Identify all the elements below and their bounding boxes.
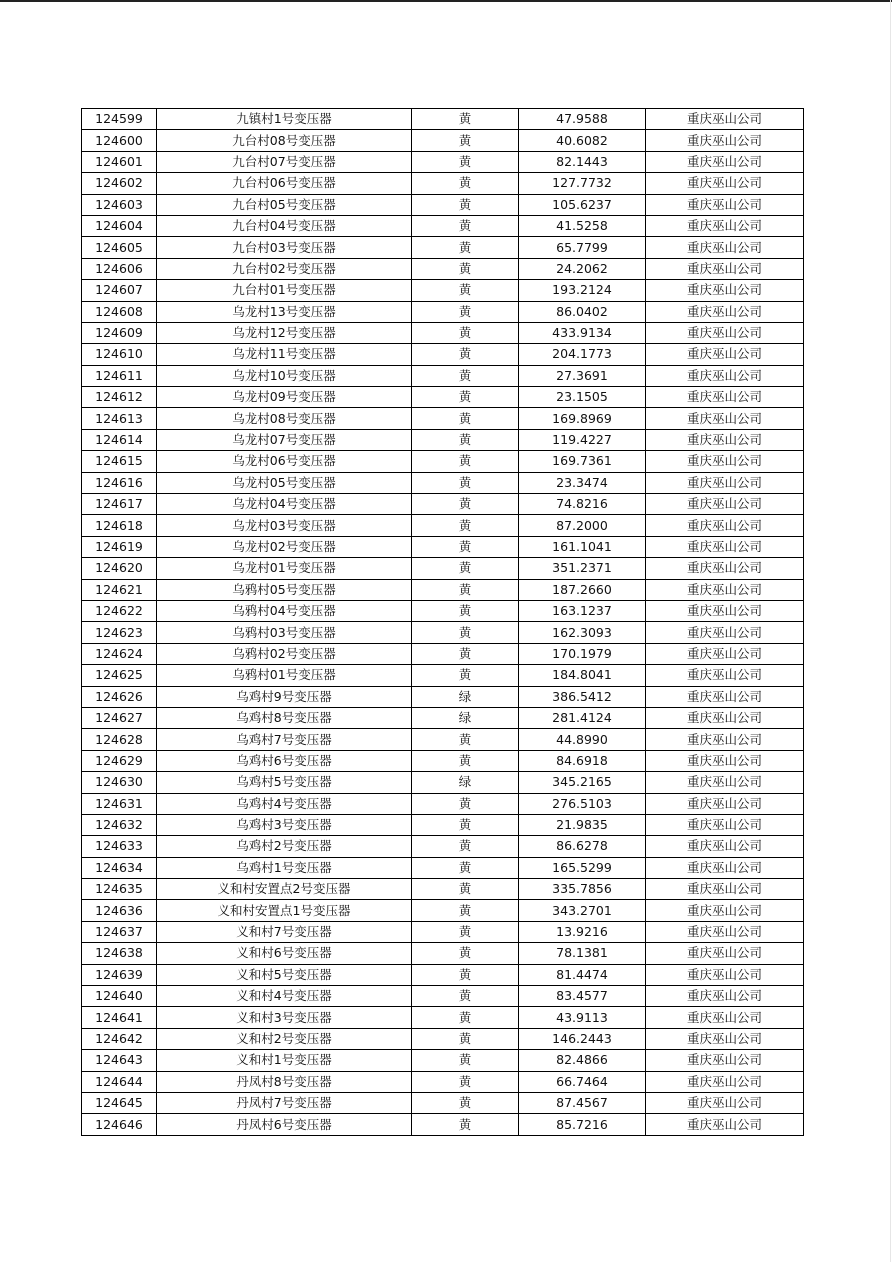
transformer-name-cell: 乌龙村10号变压器 — [157, 365, 412, 386]
transformer-id-cell: 124629 — [82, 750, 157, 771]
load-value-cell: 24.2062 — [519, 258, 646, 279]
load-value-cell: 127.7732 — [519, 173, 646, 194]
load-value-cell: 169.8969 — [519, 408, 646, 429]
transformer-name-cell: 义和村安置点2号变压器 — [157, 879, 412, 900]
transformer-id-cell: 124614 — [82, 429, 157, 450]
transformer-name-cell: 义和村6号变压器 — [157, 943, 412, 964]
company-cell: 重庆巫山公司 — [646, 1071, 804, 1092]
warning-level-cell: 黄 — [412, 1050, 519, 1071]
transformer-id-cell: 124620 — [82, 558, 157, 579]
transformer-id-cell: 124610 — [82, 344, 157, 365]
transformer-name-cell: 乌鸦村03号变压器 — [157, 622, 412, 643]
table-row — [82, 109, 804, 130]
company-cell: 重庆巫山公司 — [646, 237, 804, 258]
table-row — [82, 1028, 804, 1049]
warning-level-cell: 黄 — [412, 1092, 519, 1113]
transformer-name-cell: 乌鸦村04号变压器 — [157, 600, 412, 621]
transformer-id-cell: 124641 — [82, 1007, 157, 1028]
company-cell: 重庆巫山公司 — [646, 707, 804, 728]
transformer-name-cell: 乌龙村13号变压器 — [157, 301, 412, 322]
company-cell: 重庆巫山公司 — [646, 793, 804, 814]
transformer-name-cell: 义和村1号变压器 — [157, 1050, 412, 1071]
table-row — [82, 1071, 804, 1092]
load-value-cell: 169.7361 — [519, 451, 646, 472]
warning-level-cell: 绿 — [412, 686, 519, 707]
table-row — [82, 964, 804, 985]
transformer-name-cell: 九台村07号变压器 — [157, 151, 412, 172]
transformer-name-cell: 乌龙村02号变压器 — [157, 536, 412, 557]
table-row — [82, 322, 804, 343]
transformer-id-cell: 124612 — [82, 387, 157, 408]
warning-level-cell: 黄 — [412, 151, 519, 172]
load-value-cell: 161.1041 — [519, 536, 646, 557]
warning-level-cell: 黄 — [412, 665, 519, 686]
table-row — [82, 836, 804, 857]
transformer-id-cell: 124606 — [82, 258, 157, 279]
transformer-name-cell: 义和村4号变压器 — [157, 986, 412, 1007]
table-row — [82, 387, 804, 408]
warning-level-cell: 黄 — [412, 408, 519, 429]
transformer-name-cell: 乌龙村12号变压器 — [157, 322, 412, 343]
transformer-id-cell: 124619 — [82, 536, 157, 557]
warning-level-cell: 黄 — [412, 1071, 519, 1092]
load-value-cell: 43.9113 — [519, 1007, 646, 1028]
company-cell: 重庆巫山公司 — [646, 515, 804, 536]
company-cell: 重庆巫山公司 — [646, 536, 804, 557]
company-cell: 重庆巫山公司 — [646, 280, 804, 301]
load-value-cell: 82.1443 — [519, 151, 646, 172]
warning-level-cell: 黄 — [412, 579, 519, 600]
transformer-name-cell: 乌鸡村3号变压器 — [157, 814, 412, 835]
page-right-edge — [890, 0, 891, 1262]
load-value-cell: 87.2000 — [519, 515, 646, 536]
transformer-id-cell: 124608 — [82, 301, 157, 322]
load-value-cell: 27.3691 — [519, 365, 646, 386]
load-value-cell: 41.5258 — [519, 215, 646, 236]
transformer-id-cell: 124637 — [82, 921, 157, 942]
load-value-cell: 351.2371 — [519, 558, 646, 579]
warning-level-cell: 绿 — [412, 772, 519, 793]
load-value-cell: 86.6278 — [519, 836, 646, 857]
table-row — [82, 772, 804, 793]
load-value-cell: 386.5412 — [519, 686, 646, 707]
table-row — [82, 943, 804, 964]
company-cell: 重庆巫山公司 — [646, 429, 804, 450]
warning-level-cell: 黄 — [412, 1114, 519, 1135]
transformer-id-cell: 124638 — [82, 943, 157, 964]
transformer-id-cell: 124616 — [82, 472, 157, 493]
transformer-id-cell: 124613 — [82, 408, 157, 429]
warning-level-cell: 绿 — [412, 707, 519, 728]
transformer-id-cell: 124599 — [82, 109, 157, 130]
load-value-cell: 335.7856 — [519, 879, 646, 900]
transformer-id-cell: 124634 — [82, 857, 157, 878]
table-row — [82, 365, 804, 386]
table-row — [82, 643, 804, 664]
warning-level-cell: 黄 — [412, 1028, 519, 1049]
load-value-cell: 66.7464 — [519, 1071, 646, 1092]
table-row — [82, 750, 804, 771]
transformer-name-cell: 乌鸡村9号变压器 — [157, 686, 412, 707]
table-row — [82, 707, 804, 728]
warning-level-cell: 黄 — [412, 429, 519, 450]
transformer-id-cell: 124600 — [82, 130, 157, 151]
warning-level-cell: 黄 — [412, 237, 519, 258]
transformer-id-cell: 124617 — [82, 494, 157, 515]
load-value-cell: 433.9134 — [519, 322, 646, 343]
load-value-cell: 146.2443 — [519, 1028, 646, 1049]
transformer-id-cell: 124639 — [82, 964, 157, 985]
table-row — [82, 729, 804, 750]
company-cell: 重庆巫山公司 — [646, 686, 804, 707]
company-cell: 重庆巫山公司 — [646, 151, 804, 172]
warning-level-cell: 黄 — [412, 451, 519, 472]
transformer-name-cell: 义和村7号变压器 — [157, 921, 412, 942]
load-value-cell: 87.4567 — [519, 1092, 646, 1113]
company-cell: 重庆巫山公司 — [646, 750, 804, 771]
transformer-name-cell: 乌鸡村7号变压器 — [157, 729, 412, 750]
warning-level-cell: 黄 — [412, 280, 519, 301]
table-row — [82, 1050, 804, 1071]
transformer-id-cell: 124624 — [82, 643, 157, 664]
table-row — [82, 280, 804, 301]
transformer-name-cell: 乌龙村05号变压器 — [157, 472, 412, 493]
load-value-cell: 204.1773 — [519, 344, 646, 365]
company-cell: 重庆巫山公司 — [646, 109, 804, 130]
warning-level-cell: 黄 — [412, 322, 519, 343]
company-cell: 重庆巫山公司 — [646, 836, 804, 857]
company-cell: 重庆巫山公司 — [646, 365, 804, 386]
warning-level-cell: 黄 — [412, 494, 519, 515]
warning-level-cell: 黄 — [412, 921, 519, 942]
company-cell: 重庆巫山公司 — [646, 472, 804, 493]
company-cell: 重庆巫山公司 — [646, 451, 804, 472]
transformer-name-cell: 乌鸡村1号变压器 — [157, 857, 412, 878]
table-row — [82, 1114, 804, 1135]
transformer-id-cell: 124646 — [82, 1114, 157, 1135]
transformer-id-cell: 124630 — [82, 772, 157, 793]
transformer-id-cell: 124601 — [82, 151, 157, 172]
transformer-name-cell: 乌鸦村02号变压器 — [157, 643, 412, 664]
load-value-cell: 40.6082 — [519, 130, 646, 151]
warning-level-cell: 黄 — [412, 558, 519, 579]
load-value-cell: 187.2660 — [519, 579, 646, 600]
load-value-cell: 165.5299 — [519, 857, 646, 878]
company-cell: 重庆巫山公司 — [646, 173, 804, 194]
transformer-name-cell: 乌龙村03号变压器 — [157, 515, 412, 536]
transformer-name-cell: 九台村02号变压器 — [157, 258, 412, 279]
transformer-id-cell: 124628 — [82, 729, 157, 750]
transformer-id-cell: 124602 — [82, 173, 157, 194]
company-cell: 重庆巫山公司 — [646, 1050, 804, 1071]
transformer-id-cell: 124643 — [82, 1050, 157, 1071]
company-cell: 重庆巫山公司 — [646, 814, 804, 835]
transformer-name-cell: 乌龙村07号变压器 — [157, 429, 412, 450]
transformer-id-cell: 124633 — [82, 836, 157, 857]
company-cell: 重庆巫山公司 — [646, 986, 804, 1007]
transformer-name-cell: 乌鸡村6号变压器 — [157, 750, 412, 771]
transformer-name-cell: 九台村03号变压器 — [157, 237, 412, 258]
transformer-id-cell: 124611 — [82, 365, 157, 386]
transformer-id-cell: 124615 — [82, 451, 157, 472]
transformer-id-cell: 124605 — [82, 237, 157, 258]
company-cell: 重庆巫山公司 — [646, 258, 804, 279]
transformer-name-cell: 乌鸡村8号变压器 — [157, 707, 412, 728]
table-row — [82, 986, 804, 1007]
transformer-name-cell: 乌鸡村4号变压器 — [157, 793, 412, 814]
table-row — [82, 237, 804, 258]
load-value-cell: 21.9835 — [519, 814, 646, 835]
load-value-cell: 74.8216 — [519, 494, 646, 515]
load-value-cell: 84.6918 — [519, 750, 646, 771]
transformer-table — [81, 108, 804, 1136]
warning-level-cell: 黄 — [412, 900, 519, 921]
company-cell: 重庆巫山公司 — [646, 494, 804, 515]
load-value-cell: 119.4227 — [519, 429, 646, 450]
table-row — [82, 151, 804, 172]
warning-level-cell: 黄 — [412, 622, 519, 643]
transformer-name-cell: 乌龙村11号变压器 — [157, 344, 412, 365]
table-row — [82, 536, 804, 557]
table-row — [82, 900, 804, 921]
load-value-cell: 83.4577 — [519, 986, 646, 1007]
transformer-id-cell: 124626 — [82, 686, 157, 707]
transformer-name-cell: 九台村01号变压器 — [157, 280, 412, 301]
transformer-name-cell: 九台村06号变压器 — [157, 173, 412, 194]
warning-level-cell: 黄 — [412, 600, 519, 621]
table-row — [82, 515, 804, 536]
load-value-cell: 281.4124 — [519, 707, 646, 728]
company-cell: 重庆巫山公司 — [646, 879, 804, 900]
company-cell: 重庆巫山公司 — [646, 964, 804, 985]
warning-level-cell: 黄 — [412, 943, 519, 964]
transformer-id-cell: 124636 — [82, 900, 157, 921]
table-row — [82, 429, 804, 450]
load-value-cell: 23.1505 — [519, 387, 646, 408]
transformer-name-cell: 义和村3号变压器 — [157, 1007, 412, 1028]
company-cell: 重庆巫山公司 — [646, 579, 804, 600]
warning-level-cell: 黄 — [412, 857, 519, 878]
transformer-id-cell: 124609 — [82, 322, 157, 343]
warning-level-cell: 黄 — [412, 365, 519, 386]
table-row — [82, 793, 804, 814]
load-value-cell: 23.3474 — [519, 472, 646, 493]
transformer-name-cell: 九台村04号变压器 — [157, 215, 412, 236]
company-cell: 重庆巫山公司 — [646, 387, 804, 408]
warning-level-cell: 黄 — [412, 130, 519, 151]
warning-level-cell: 黄 — [412, 258, 519, 279]
load-value-cell: 65.7799 — [519, 237, 646, 258]
table-row — [82, 579, 804, 600]
warning-level-cell: 黄 — [412, 814, 519, 835]
table-row — [82, 1007, 804, 1028]
table-row — [82, 258, 804, 279]
load-value-cell: 13.9216 — [519, 921, 646, 942]
company-cell: 重庆巫山公司 — [646, 1007, 804, 1028]
warning-level-cell: 黄 — [412, 836, 519, 857]
transformer-name-cell: 丹凤村8号变压器 — [157, 1071, 412, 1092]
transformer-id-cell: 124604 — [82, 215, 157, 236]
table-row — [82, 494, 804, 515]
company-cell: 重庆巫山公司 — [646, 643, 804, 664]
company-cell: 重庆巫山公司 — [646, 772, 804, 793]
table-row — [82, 600, 804, 621]
transformer-id-cell: 124645 — [82, 1092, 157, 1113]
load-value-cell: 163.1237 — [519, 600, 646, 621]
company-cell: 重庆巫山公司 — [646, 665, 804, 686]
company-cell: 重庆巫山公司 — [646, 322, 804, 343]
transformer-name-cell: 义和村安置点1号变压器 — [157, 900, 412, 921]
company-cell: 重庆巫山公司 — [646, 408, 804, 429]
transformer-id-cell: 124631 — [82, 793, 157, 814]
company-cell: 重庆巫山公司 — [646, 943, 804, 964]
load-value-cell: 44.8990 — [519, 729, 646, 750]
table-row — [82, 451, 804, 472]
transformer-id-cell: 124622 — [82, 600, 157, 621]
warning-level-cell: 黄 — [412, 215, 519, 236]
warning-level-cell: 黄 — [412, 301, 519, 322]
company-cell: 重庆巫山公司 — [646, 194, 804, 215]
warning-level-cell: 黄 — [412, 964, 519, 985]
transformer-id-cell: 124644 — [82, 1071, 157, 1092]
load-value-cell: 105.6237 — [519, 194, 646, 215]
transformer-name-cell: 乌龙村04号变压器 — [157, 494, 412, 515]
transformer-name-cell: 乌鸡村2号变压器 — [157, 836, 412, 857]
transformer-name-cell: 乌龙村06号变压器 — [157, 451, 412, 472]
load-value-cell: 47.9588 — [519, 109, 646, 130]
warning-level-cell: 黄 — [412, 643, 519, 664]
warning-level-cell: 黄 — [412, 515, 519, 536]
table-row — [82, 130, 804, 151]
table-row — [82, 686, 804, 707]
transformer-name-cell: 丹凤村6号变压器 — [157, 1114, 412, 1135]
transformer-id-cell: 124627 — [82, 707, 157, 728]
transformer-name-cell: 乌龙村01号变压器 — [157, 558, 412, 579]
warning-level-cell: 黄 — [412, 173, 519, 194]
company-cell: 重庆巫山公司 — [646, 1114, 804, 1135]
transformer-id-cell: 124640 — [82, 986, 157, 1007]
company-cell: 重庆巫山公司 — [646, 1028, 804, 1049]
warning-level-cell: 黄 — [412, 879, 519, 900]
warning-level-cell: 黄 — [412, 109, 519, 130]
transformer-name-cell: 义和村5号变压器 — [157, 964, 412, 985]
table-row — [82, 408, 804, 429]
table-row — [82, 814, 804, 835]
table-row — [82, 558, 804, 579]
transformer-id-cell: 124618 — [82, 515, 157, 536]
load-value-cell: 193.2124 — [519, 280, 646, 301]
table-row — [82, 194, 804, 215]
warning-level-cell: 黄 — [412, 194, 519, 215]
table-row — [82, 879, 804, 900]
load-value-cell: 343.2701 — [519, 900, 646, 921]
company-cell: 重庆巫山公司 — [646, 130, 804, 151]
company-cell: 重庆巫山公司 — [646, 900, 804, 921]
table-row — [82, 215, 804, 236]
table-row — [82, 344, 804, 365]
table-row — [82, 665, 804, 686]
transformer-id-cell: 124632 — [82, 814, 157, 835]
warning-level-cell: 黄 — [412, 472, 519, 493]
warning-level-cell: 黄 — [412, 750, 519, 771]
table-row — [82, 857, 804, 878]
transformer-id-cell: 124607 — [82, 280, 157, 301]
company-cell: 重庆巫山公司 — [646, 729, 804, 750]
table-row — [82, 1092, 804, 1113]
transformer-name-cell: 丹凤村7号变压器 — [157, 1092, 412, 1113]
transformer-name-cell: 乌龙村09号变压器 — [157, 387, 412, 408]
warning-level-cell: 黄 — [412, 986, 519, 1007]
load-value-cell: 82.4866 — [519, 1050, 646, 1071]
transformer-id-cell: 124625 — [82, 665, 157, 686]
transformer-id-cell: 124603 — [82, 194, 157, 215]
warning-level-cell: 黄 — [412, 536, 519, 557]
company-cell: 重庆巫山公司 — [646, 857, 804, 878]
table-row — [82, 472, 804, 493]
table-row — [82, 622, 804, 643]
load-value-cell: 85.7216 — [519, 1114, 646, 1135]
company-cell: 重庆巫山公司 — [646, 622, 804, 643]
company-cell: 重庆巫山公司 — [646, 600, 804, 621]
company-cell: 重庆巫山公司 — [646, 1092, 804, 1113]
warning-level-cell: 黄 — [412, 793, 519, 814]
table-row — [82, 921, 804, 942]
transformer-name-cell: 乌鸡村5号变压器 — [157, 772, 412, 793]
company-cell: 重庆巫山公司 — [646, 301, 804, 322]
table-row — [82, 301, 804, 322]
load-value-cell: 81.4474 — [519, 964, 646, 985]
warning-level-cell: 黄 — [412, 1007, 519, 1028]
company-cell: 重庆巫山公司 — [646, 215, 804, 236]
warning-level-cell: 黄 — [412, 387, 519, 408]
load-value-cell: 184.8041 — [519, 665, 646, 686]
load-value-cell: 86.0402 — [519, 301, 646, 322]
transformer-name-cell: 九镇村1号变压器 — [157, 109, 412, 130]
transformer-name-cell: 乌鸦村05号变压器 — [157, 579, 412, 600]
load-value-cell: 276.5103 — [519, 793, 646, 814]
table-row — [82, 173, 804, 194]
transformer-name-cell: 九台村05号变压器 — [157, 194, 412, 215]
table-body — [82, 109, 804, 1136]
load-value-cell: 345.2165 — [519, 772, 646, 793]
load-value-cell: 170.1979 — [519, 643, 646, 664]
company-cell: 重庆巫山公司 — [646, 344, 804, 365]
transformer-id-cell: 124621 — [82, 579, 157, 600]
warning-level-cell: 黄 — [412, 729, 519, 750]
load-value-cell: 162.3093 — [519, 622, 646, 643]
transformer-name-cell: 九台村08号变压器 — [157, 130, 412, 151]
transformer-name-cell: 义和村2号变压器 — [157, 1028, 412, 1049]
transformer-id-cell: 124642 — [82, 1028, 157, 1049]
company-cell: 重庆巫山公司 — [646, 921, 804, 942]
transformer-id-cell: 124623 — [82, 622, 157, 643]
transformer-name-cell: 乌龙村08号变压器 — [157, 408, 412, 429]
page-top-border — [0, 0, 892, 2]
load-value-cell: 78.1381 — [519, 943, 646, 964]
transformer-id-cell: 124635 — [82, 879, 157, 900]
company-cell: 重庆巫山公司 — [646, 558, 804, 579]
transformer-name-cell: 乌鸦村01号变压器 — [157, 665, 412, 686]
warning-level-cell: 黄 — [412, 344, 519, 365]
